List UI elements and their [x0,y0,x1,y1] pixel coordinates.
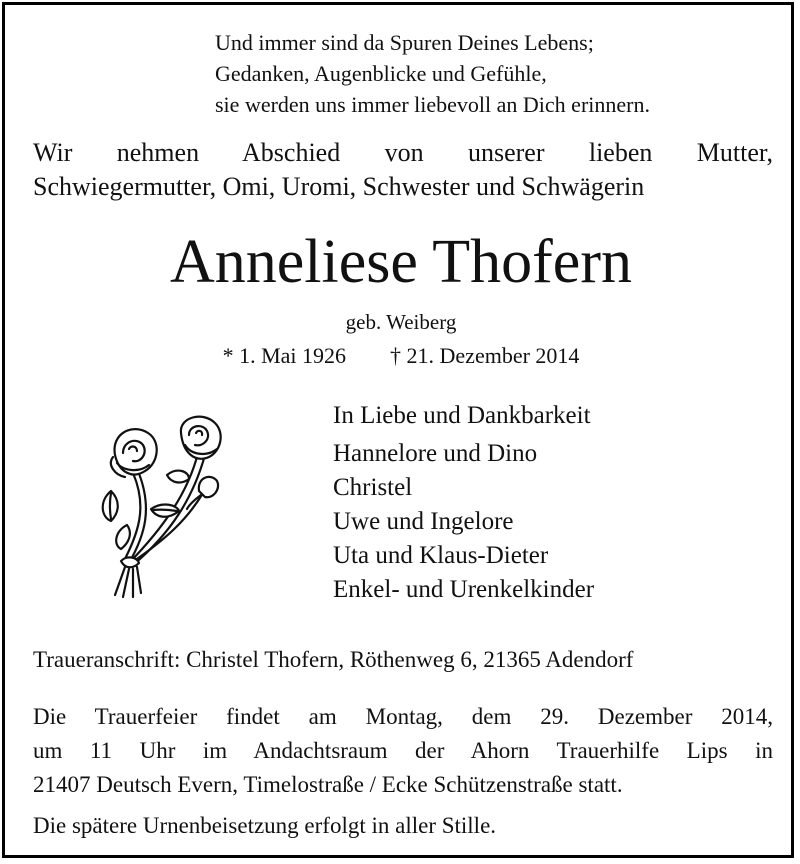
family-member: Enkel- und Urenkelkinder [333,576,595,603]
birth-date: * 1. Mai 1926 [222,343,347,368]
intro-line: Schwiegermutter, Omi, Uromi, Schwester und Schwägerin [33,172,645,201]
family-member: Hannelore und Dino [333,440,538,467]
poem-line: Gedanken, Augenblicke und Gefühle, [215,61,547,86]
ceremony-line: um 11 Uhr im Andachtsraum der Ahorn Trauerhilfe Lips in [33,738,773,763]
deceased-name: Anneliese Thofern [170,228,632,296]
death-date: † 21. Dezember 2014 [390,343,580,368]
obituary-notice [2,2,794,858]
ceremony-text [33,700,773,802]
ceremony-line: Die Trauerfeier findet am Montag, dem 29. Dezember 2014, [33,704,773,729]
poem-line: sie werden uns immer liebevoll an Dich erinnern. [215,92,650,117]
family-list [333,399,594,607]
family-member: Uta und Klaus-Dieter [333,542,549,569]
family-heading: In Liebe und Dankbarkeit [333,402,591,429]
mourning-address: Traueranschrift: Christel Thofern, Röthenweg 6, 21365 Adendorf [33,647,634,672]
ceremony-line: 21407 Deutsch Evern, Timelostraße / Ecke Schützenstraße statt. [33,772,623,797]
intro-line: Wir nehmen Abschied von unserer lieben Mutter, [33,138,773,167]
poem-line: Und immer sind da Spuren Deines Lebens; [215,30,594,55]
intro-text [33,136,773,204]
poem [215,27,650,120]
life-dates [5,343,797,369]
urn-note: Die spätere Urnenbeisetzung erfolgt in aller Stille. [33,813,497,838]
roses-icon [93,413,243,603]
family-member: Uwe und Ingelore [333,508,514,535]
birth-name: geb. Weiberg [345,310,457,334]
family-member: Christel [333,474,413,501]
